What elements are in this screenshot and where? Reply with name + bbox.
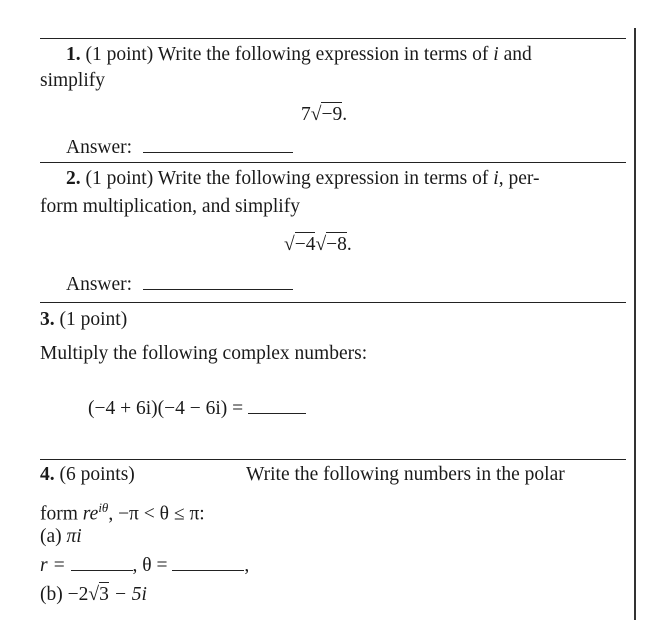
q4-prompt-b [40,497,205,526]
q4-r-blank[interactable] [71,568,133,571]
q1-expr-coef: 7 [301,104,311,125]
q1-number: 1. [66,44,81,65]
q4-prompt-a: Write the following numbers in the polar [246,464,565,485]
q1-prompt-b: and [498,44,532,65]
sqrt-icon: √ [315,234,327,255]
q4-part-b-label: (b) −2 [40,584,89,605]
q4-r-label: r = [40,555,66,576]
q4-prompt-b-re: re [82,503,99,525]
q1-answer-row [66,137,293,159]
q4-comma1: , [132,555,138,576]
q1-expression [301,104,347,126]
q1-line1 [66,44,532,66]
q4-header [40,464,135,486]
q1-prompt-a: Write the following expression in terms of [157,44,494,65]
sqrt-icon: √ [88,584,100,605]
q4-part-b [40,584,147,606]
q2-top-rule [40,162,626,163]
q4-points: (6 points) [59,464,135,485]
q4-top-rule [40,459,626,460]
q2-expression [284,234,352,256]
q3-top-rule [40,302,626,303]
q3-expression: (−4 + 6i)(−4 − 6i) = [88,398,244,419]
q2-prompt-i: i [493,168,499,189]
sqrt-icon: √ [310,104,322,125]
q4-theta-label: θ = [142,555,168,576]
q4-prompt-b-pre: form [40,503,83,525]
q4-part-a-answers [40,555,249,577]
q2-prompt-a: Write the following expression in terms of [157,168,494,189]
q4-comma2: , [244,555,250,576]
q4-part-b-post: − 5i [108,584,147,605]
q1-points: (1 point) [85,44,154,65]
q2-expr-period: . [346,234,352,255]
q4-part-a-label: (a) [40,526,67,547]
q1-expr-radicand: −9 [321,104,343,125]
q4-number: 4. [40,464,55,485]
q2-number: 2. [66,168,81,189]
q1-top-rule [40,38,626,39]
q3-number: 3. [40,309,55,330]
q1-prompt-line2: simplify [40,70,106,91]
q1-answer-label: Answer: [66,137,133,158]
q2-expr-rad1: −4 [294,234,316,255]
q4-part-a-expr: πi [66,526,82,547]
q4-prompt-b-post: , −π < θ ≤ π: [108,503,205,525]
q3-answer-blank[interactable] [248,411,306,414]
q2-points: (1 point) [85,168,154,189]
q2-answer-row [66,274,293,296]
sqrt-icon: √ [284,234,295,255]
q2-line1 [66,168,539,190]
q3-expression-row [88,398,306,420]
q4-part-b-rad: 3 [99,584,109,605]
q4-theta-blank[interactable] [172,568,244,571]
q1-prompt-i: i [493,44,499,65]
q2-answer-blank[interactable] [143,287,293,290]
q2-prompt-line2: form multiplication, and simplify [40,196,300,217]
q2-expr-rad2: −8 [326,234,347,255]
q1-answer-blank[interactable] [143,150,293,153]
q1-expr-period: . [342,104,348,125]
q3-header [40,309,127,331]
page-margin-line [634,28,636,620]
q4-prompt-b-sup: iθ [98,500,109,515]
q2-prompt-b: , per- [498,168,540,189]
q3-prompt: Multiply the following complex numbers: [40,343,368,364]
q2-answer-label: Answer: [66,274,133,295]
q4-part-a [40,526,82,548]
q3-points: (1 point) [59,309,128,330]
